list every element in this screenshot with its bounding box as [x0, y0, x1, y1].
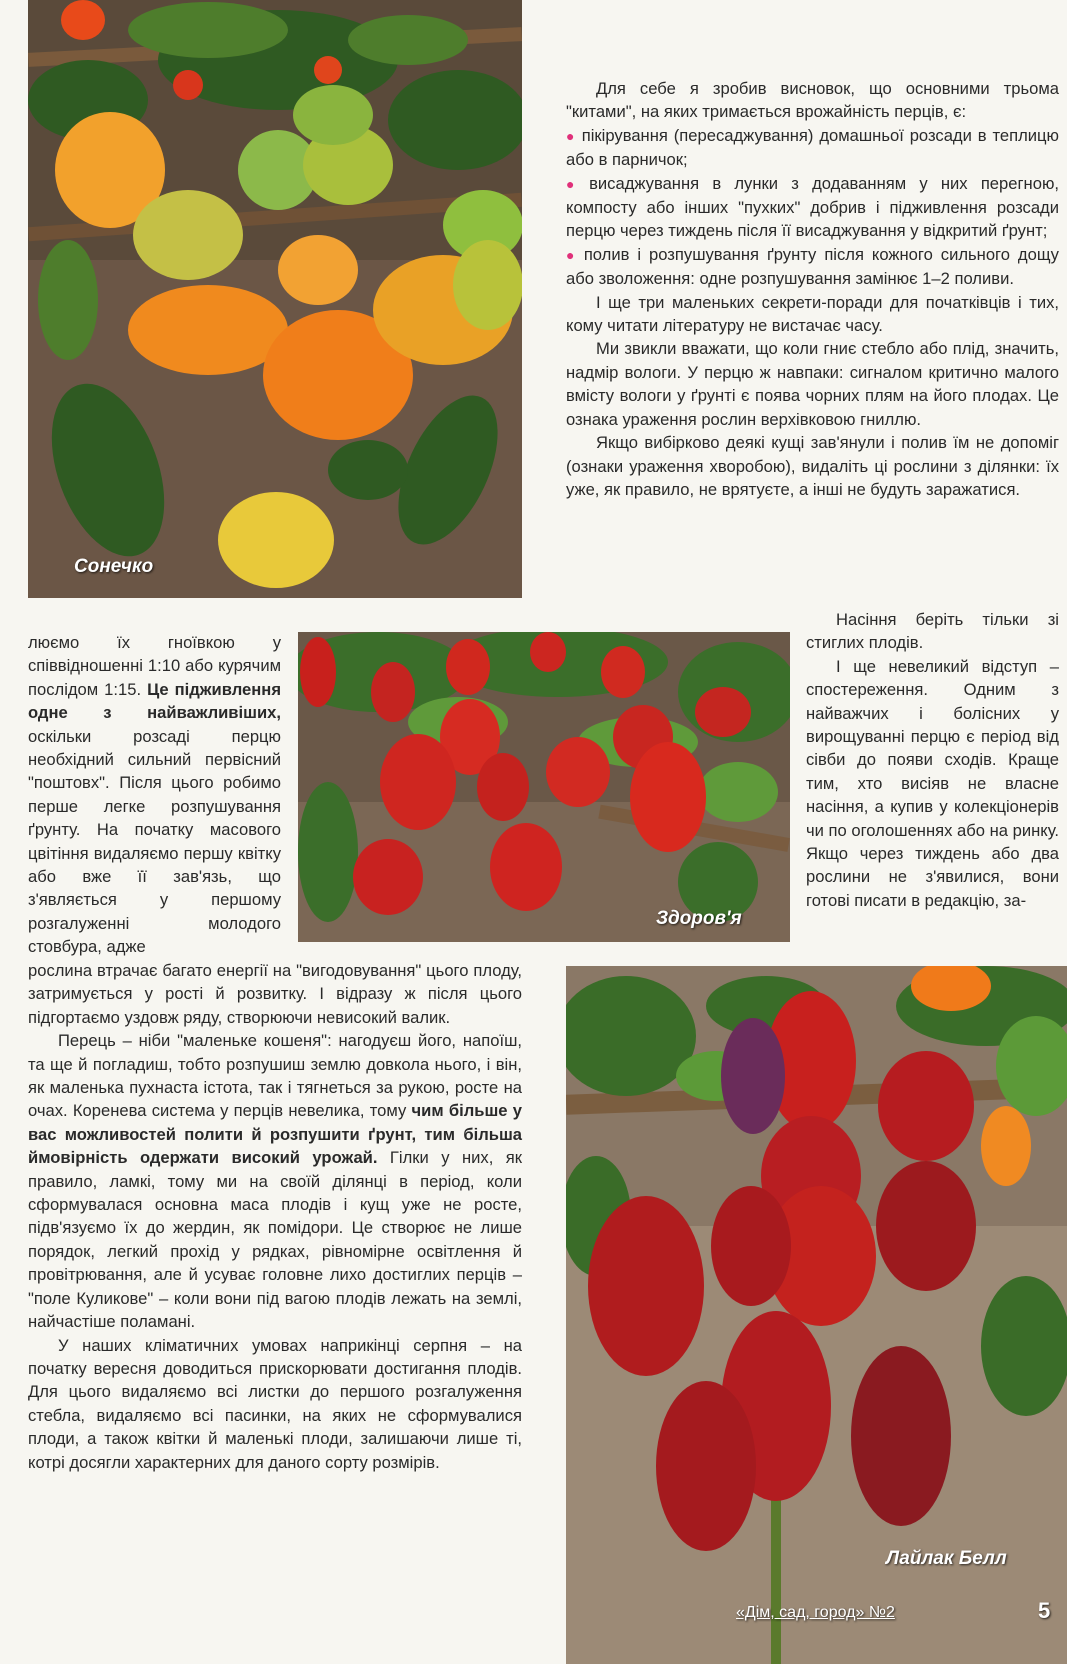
text-left-column: [28, 631, 281, 959]
photo-zdorovia: [298, 632, 790, 942]
bullet-icon: ●: [566, 246, 578, 263]
text-right-top: [566, 77, 1059, 501]
paragraph: І ще три маленьких секрети-поради для початківців і тих, кому читати літературу не вистачає часу.: [566, 292, 1059, 336]
photo-caption-lailak-bell: Лайлак Белл: [886, 1548, 1007, 1569]
paragraph: У наших кліматичних умовах наприкінці серпня – на початку вересня доводиться прискорювати достигання плодів. Для цього видаляємо всі листки до першого розгалуження стебла, видаляємо всі пасинки, на яких не сформувалися плоди, а також квітки й маленькі плоди, залишаючи лише ті, котрі досягли характерних для даного сорту розмірів.: [28, 1335, 522, 1472]
text-bottom-left: [28, 959, 522, 1474]
paragraph: рослина втрачає багато енергії на "вигодовування" цього плоду, затримується у рості й розвитку. І відразу ж після цього підгортаємо уздовж ряду, створюючи невисокий валик.: [28, 961, 522, 1027]
paragraph: Для себе я зробив висновок, що основними трьома "китами", на яких тримається врожайність перців, є:: [566, 79, 1059, 122]
paragraph: Перець – ніби "маленьке кошеня": нагодуєш його, напоїш, та ще й погладиш, тобто розпушиш землю довкола нього, і він, як маленька пухнаста істота, так і тягнеться за рукою, росте на очах. Коренева система у перців невелика, тому чим більше у вас можливостей полити й розпушити ґрунт, тим більша ймовірність одержати високий урожай. Гілки у них, як правило, ламкі, тому ми на своїй ділянці в період, коли сформувалася основна маса плодів і кущ уже не росте, підв'язуємо їх до жердин, як помідори. Це створює не лише порядок, легкий прохід у рядках, рівномірне освітлення й провітрювання, але й усуває головне лихо достиглих перців – "поле Куликове" – коли вони під вагою плодів лежать на землі, найчастіше поламані.: [28, 1031, 522, 1332]
paragraph: І ще невеликий відступ – спостереження. Одним з найважчих і болісних у вирощуванні перцю є період від сівби до появи сходів. Краще тим, хто висіяв не власне насіння, а купив у колекціонерів чи по оголошеннях або на ринку. Якщо через тиждень або два рослини не з'явилися, вони готові писати в редакцію, за-: [806, 656, 1059, 910]
paragraph: люємо їх гноївкою у співвідношенні 1:10 або курячим послідом 1:15. Це підживлення одне з найважливіших, оскільки розсаді перцю необхідний сильний первісний "поштовх". Після цього робимо перше легке розпушування ґрунту. На початку масового цвітіння видаляємо першу квітку або вже її зав'язь, що з'являється у першому розгалуженні молодого стовбура, адже: [28, 633, 282, 957]
magazine-title: «Дім, сад, город» №2: [736, 1604, 895, 1621]
paragraph: Ми звикли вважати, що коли гниє стебло або плід, значить, надмір вологи. У перцю ж навпаки: сигналом критично малого вмісту вологи у ґрунті є поява чорних плям на його плодах. Це ознака ураження рослин верхівковою гниллю.: [566, 339, 1059, 429]
paragraph: Насіння беріть тільки зі стиглих плодів.: [806, 610, 1059, 653]
photo-sonechko: [28, 0, 522, 598]
paragraph: Якщо вибірково деякі кущі зав'янули і полив їм не допоміг (ознаки ураження хворобою), видаліть ці рослини з ділянки: їх уже, як правило, не врятуєте, а інші не будуть заражатися.: [566, 433, 1059, 499]
list-item: ● висаджування в лунки з додаванням у них перегною, компосту або інших "пухких" добрив і підживлення розсади перцю через тиждень після її висаджування у відкритий ґрунт;: [566, 173, 1059, 241]
photo-caption-sonechko: Сонечко: [74, 556, 154, 577]
photo-caption-zdorovia: Здоров'я: [656, 908, 742, 929]
bullet-icon: ●: [566, 175, 584, 192]
photo-lailak-bell: [566, 966, 1067, 1664]
bullet-icon: ●: [566, 127, 576, 144]
list-item: ● полив і розпушування ґрунту після кожного сильного дощу або зволоження: одне розпушування замінює 1–2 поливи.: [566, 244, 1059, 289]
page-number: 5: [1038, 1598, 1051, 1623]
list-item: ● пікірування (пересаджування) домашньої розсади в теплицю або в парничок;: [566, 125, 1059, 170]
text-right-middle: [806, 608, 1059, 912]
